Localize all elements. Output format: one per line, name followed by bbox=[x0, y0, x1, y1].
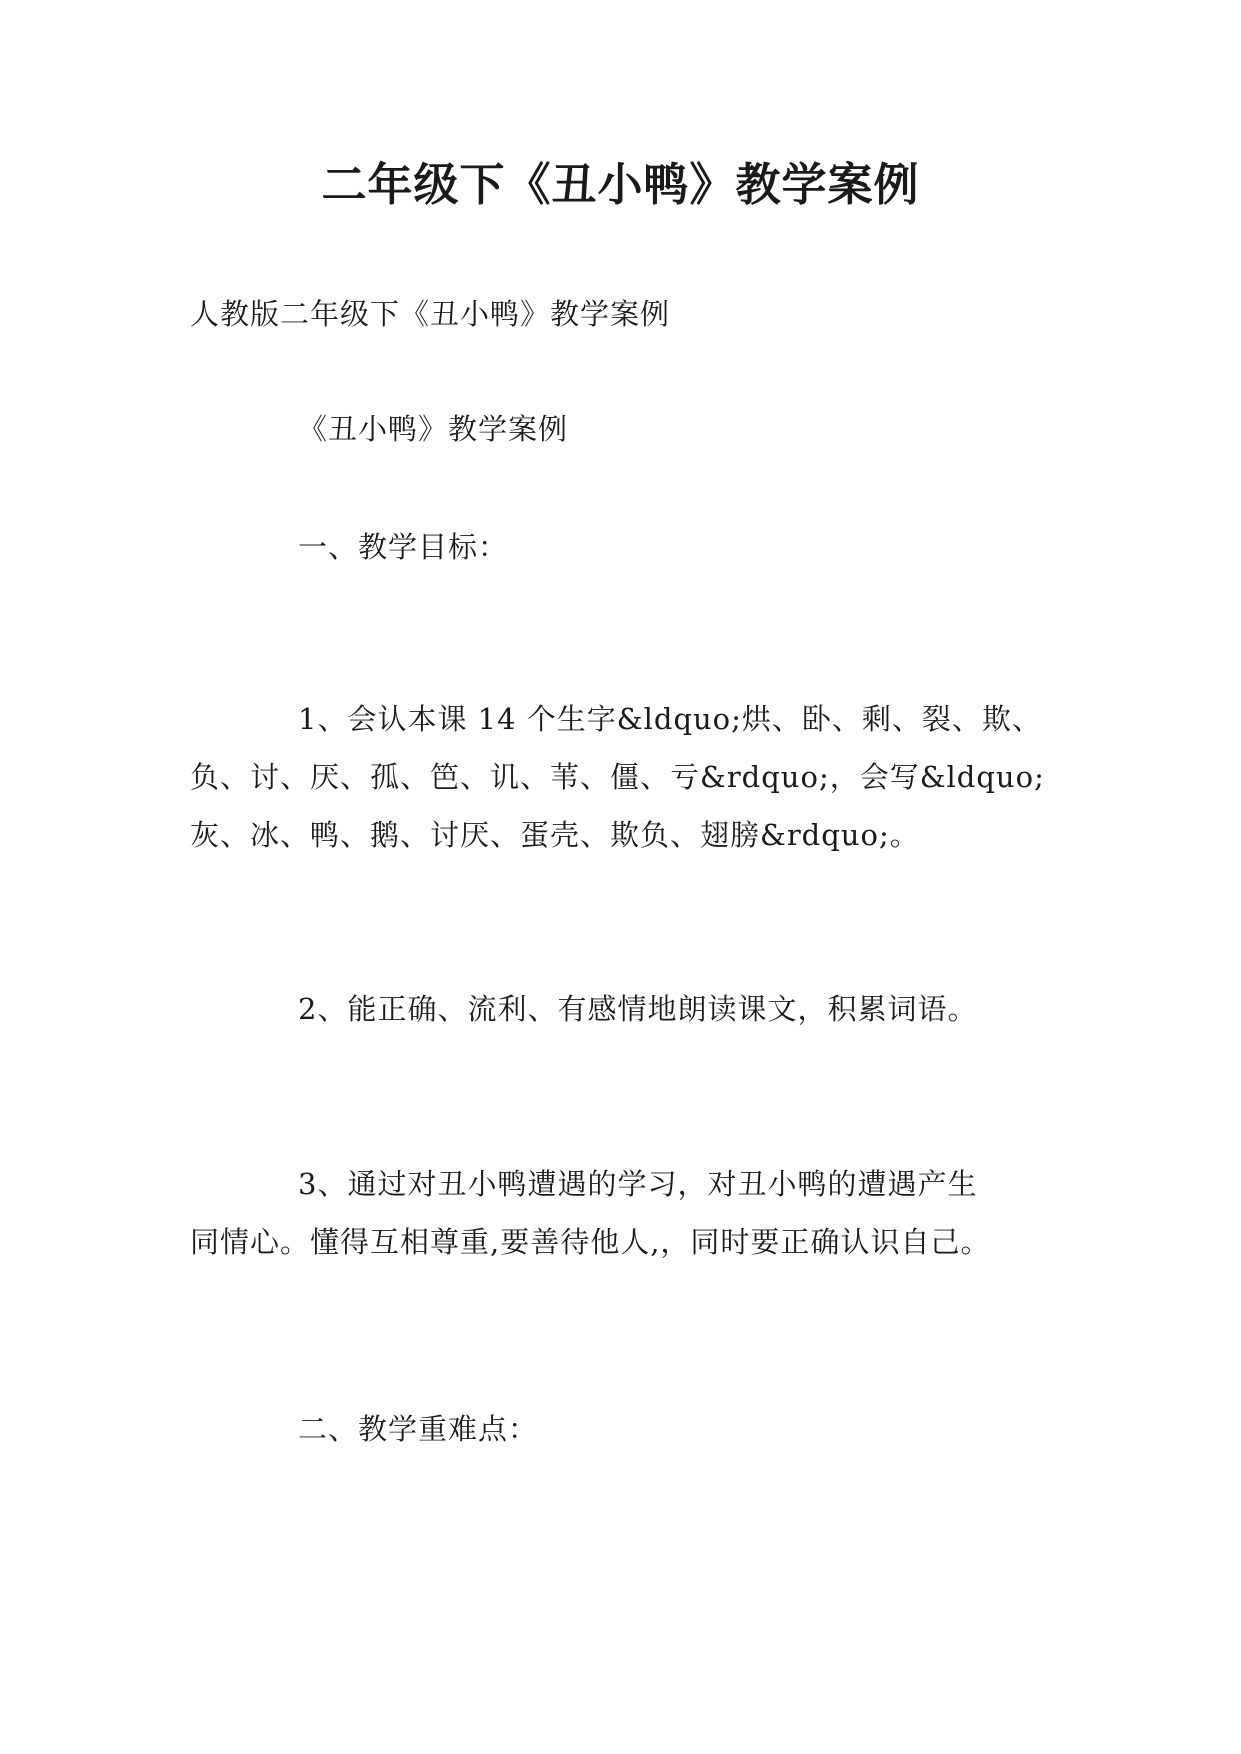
section-title-objectives: 一、教学目标： bbox=[298, 530, 509, 564]
document-subtitle: 人教版二年级下《丑小鸭》教学案例 bbox=[190, 297, 671, 331]
objective-3-line-1: 3、通过对丑小鸭遭遇的学习，对丑小鸭的遭遇产生 bbox=[298, 1167, 978, 1201]
objective-1-line-1: 1、会认本课 14 个生字&ldquo;烘、卧、剩、裂、欺、 bbox=[298, 702, 1042, 736]
objective-1-line-2: 负、讨、厌、孤、笆、讥、苇、僵、亏&rdquo;，会写&ldquo; bbox=[190, 760, 1045, 794]
objective-2-line-1: 2、能正确、流利、有感情地朗读课文，积累词语。 bbox=[298, 992, 978, 1026]
objective-1-line-3: 灰、冰、鸭、鹅、讨厌、蛋壳、欺负、翅膀&rdquo;。 bbox=[190, 818, 920, 852]
section-title-key-points: 二、教学重难点： bbox=[298, 1412, 539, 1446]
objective-item-2 bbox=[190, 980, 977, 1038]
document-title: 二年级下《丑小鸭》教学案例 bbox=[321, 158, 920, 211]
objective-item-1 bbox=[190, 690, 1045, 864]
objective-item-3 bbox=[190, 1155, 990, 1271]
section-heading: 《丑小鸭》教学案例 bbox=[298, 412, 569, 446]
objective-3-line-2: 同情心。懂得互相尊重,要善待他人,，同时要正确认识自己。 bbox=[190, 1225, 991, 1259]
